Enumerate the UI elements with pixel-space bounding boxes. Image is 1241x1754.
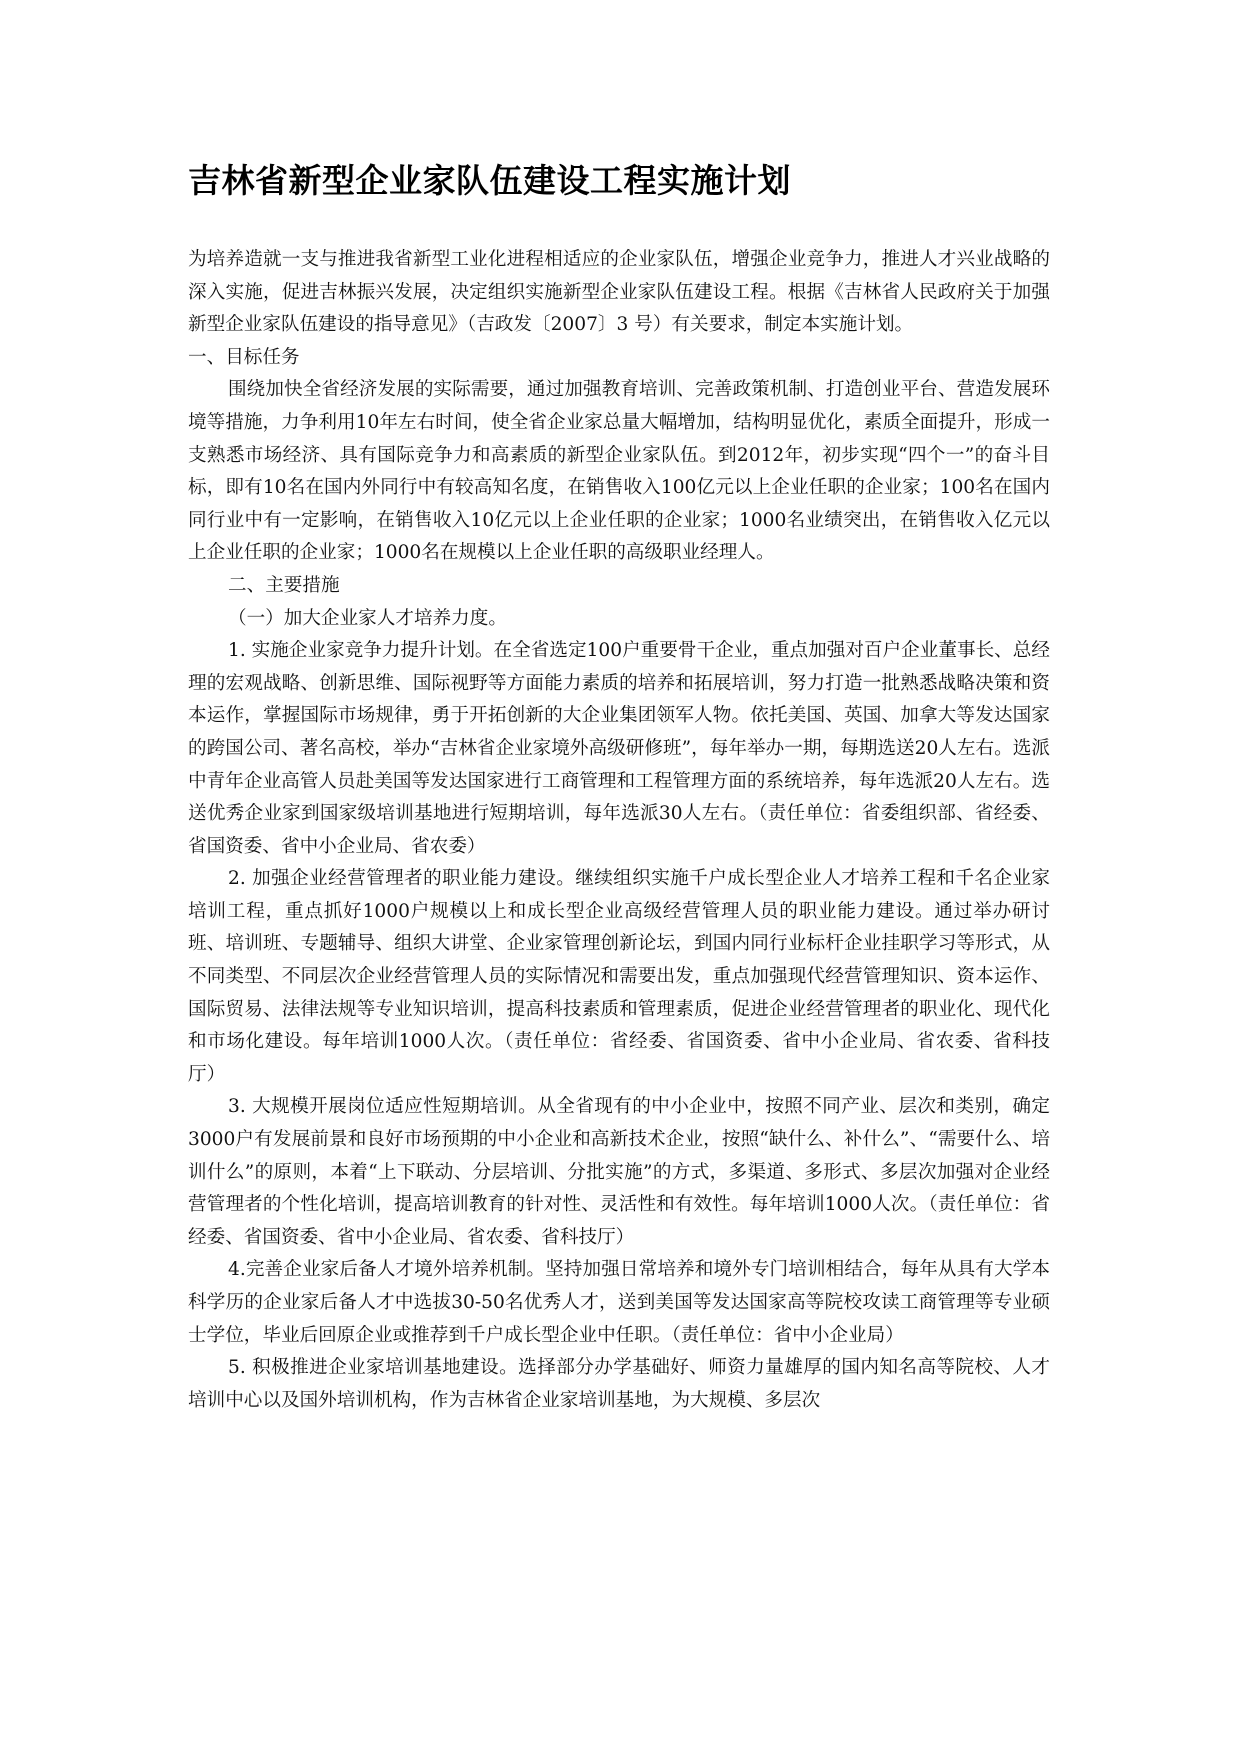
section-heading-measures: 二、主要措施 [228, 574, 340, 596]
document-title: 吉林省新型企业家队伍建设工程实施计划 [188, 161, 791, 200]
goals-paragraph: 围绕加快全省经济发展的实际需要，通过加强教育培训、完善政策机制、打造创业平台、营造发展环境等措施，力争利用10年左右时间，使全省企业家总量大幅增加，结构明显优化，素质全面提升，形成一支熟悉市场经济、具有国际竞争力和高素质的新型企业家队伍。到2012年，初步实现“四个一”的奋斗目标，即有10名在国内外同行中有较高知名度，在销售收入100亿元以上企业任职的企业家；100名在国内同行业中有一定影响，在销售收入10亿元以上企业任职的企业家；1000名业绩突出，在销售收入亿元以上企业任职的企业家；1000名在规模以上企业任职的高级职业经理人。 [188, 379, 1050, 564]
subsection-heading-training: （一）加大企业家人才培养力度。 [228, 607, 507, 629]
measure-item-4: 4.完善企业家后备人才境外培养机制。坚持加强日常培养和境外专门培训相结合，每年从具有大学本科学历的企业家后备人才中选拔30-50名优秀人才，送到美国等发达国家高等院校攻读工商管理等专业硕士学位，毕业后回原企业或推荐到千户成长型企业中任职。（责任单位：省中小企业局） [188, 1259, 1050, 1346]
measure-item-1: 1. 实施企业家竞争力提升计划。在全省选定100户重要骨干企业，重点加强对百户企业董事长、总经理的宏观战略、创新思维、国际视野等方面能力素质的培养和拓展培训，努力打造一批熟悉战略决策和资本运作，掌握国际市场规律，勇于开拓创新的大企业集团领军人物。依托美国、英国、加拿大等发达国家的跨国公司、著名高校，举办“吉林省企业家境外高级研修班”，每年举办一期，每期选送20人左右。选派中青年企业高管人员赴美国等发达国家进行工商管理和工程管理方面的系统培养，每年选派20人左右。选送优秀企业家到国家级培训基地进行短期培训，每年选派30人左右。（责任单位：省委组织部、省经委、省国资委、省中小企业局、省农委） [188, 640, 1050, 857]
intro-paragraph: 为培养造就一支与推进我省新型工业化进程相适应的企业家队伍，增强企业竞争力，推进人才兴业战略的深入实施，促进吉林振兴发展，决定组织实施新型企业家队伍建设工程。根据《吉林省人民政府关于加强新型企业家队伍建设的指导意见》（吉政发〔2007〕3 号）有关要求，制定本实施计划。 [188, 249, 1050, 336]
document-body [188, 244, 1050, 1417]
section-heading-goals: 一、目标任务 [188, 346, 300, 368]
measure-item-2: 2. 加强企业经营管理者的职业能力建设。继续组织实施千户成长型企业人才培养工程和千名企业家培训工程，重点抓好1000户规模以上和成长型企业高级经营管理人员的职业能力建设。通过举办研讨班、培训班、专题辅导、组织大讲堂、企业家管理创新论坛，到国内同行业标杆企业挂职学习等形式，从不同类型、不同层次企业经营管理人员的实际情况和需要出发，重点加强现代经营管理知识、资本运作、国际贸易、法律法规等专业知识培训，提高科技素质和管理素质，促进企业经营管理者的职业化、现代化和市场化建设。每年培训1000人次。（责任单位：省经委、省国资委、省中小企业局、省农委、省科技厅） [188, 868, 1050, 1085]
measure-item-5: 5. 积极推进企业家培训基地建设。选择部分办学基础好、师资力量雄厚的国内知名高等院校、人才培训中心以及国外培训机构，作为吉林省企业家培训基地，为大规模、多层次 [188, 1357, 1050, 1411]
measure-item-3: 3. 大规模开展岗位适应性短期培训。从全省现有的中小企业中，按照不同产业、层次和类别，确定3000户有发展前景和良好市场预期的中小企业和高新技术企业，按照“缺什么、补什么”、“需要什么、培训什么”的原则，本着“上下联动、分层培训、分批实施”的方式，多渠道、多形式、多层次加强对企业经营管理者的个性化培训，提高培训教育的针对性、灵活性和有效性。每年培训1000人次。（责任单位：省经委、省国资委、省中小企业局、省农委、省科技厅） [188, 1096, 1050, 1248]
